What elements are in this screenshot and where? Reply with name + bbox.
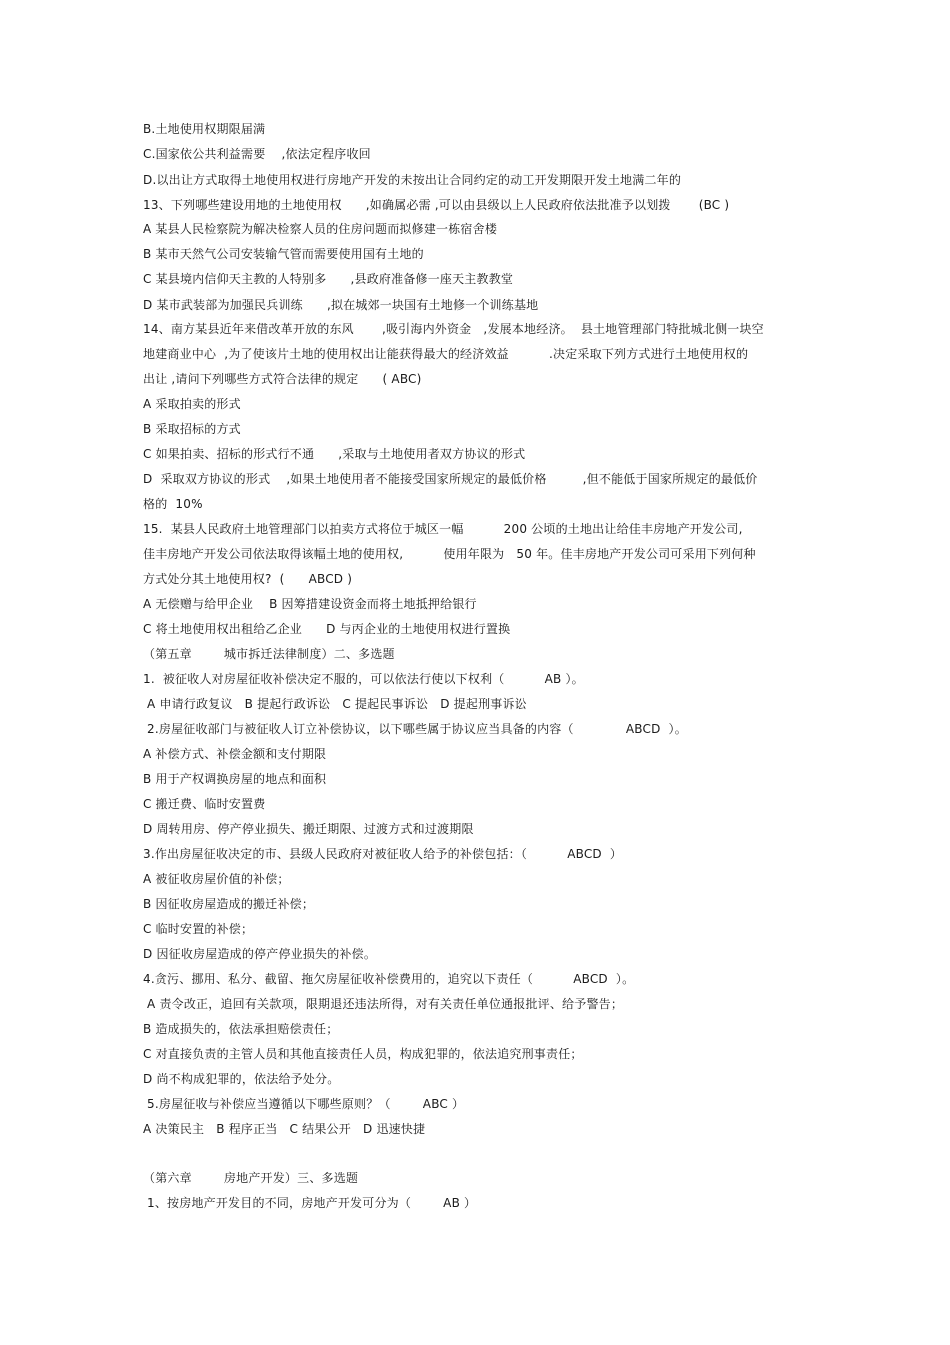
text-line: B.土地使用权期限届满: [143, 122, 266, 136]
text-line: C 如果拍卖、招标的形式行不通 ,采取与土地使用者双方协议的形式: [143, 447, 526, 461]
text-line: A 被征收房屋价值的补偿；: [143, 872, 290, 886]
text-line: D 周转用房、停产停业损失、搬迁期限、过渡方式和过渡期限: [143, 822, 474, 836]
text-line: D 采取双方协议的形式 ,如果土地使用者不能接受国家所规定的最低价格 ,但不能低于国家所规定的最低价: [143, 472, 758, 486]
text-line: 1. 被征收人对房屋征收补偿决定不服的，可以依法行使以下权利（ AB ）。: [143, 672, 584, 686]
text-line: B 采取招标的方式: [143, 422, 241, 436]
text-line: A 某县人民检察院为解决检察人员的住房问题而拟修建一栋宿舍楼: [143, 222, 498, 236]
text-line: B 造成损失的，依法承担赔偿责任；: [143, 1022, 339, 1036]
text-line: A 采取拍卖的形式: [143, 397, 241, 411]
text-line: D 某市武装部为加强民兵训练 ,拟在城郊一块国有土地修一个训练基地: [143, 298, 539, 312]
text-line: 13、下列哪些建设用地的土地使用权 ,如确属必需 ,可以由县级以上人民政府依法批准予以划拨 (BC ): [143, 198, 730, 212]
text-line: B 用于产权调换房屋的地点和面积: [143, 772, 327, 786]
text-line: C 搬迁费、临时安置费: [143, 797, 266, 811]
text-line: 方式处分其土地使用权? ( ABCD ): [143, 572, 353, 586]
text-line: 出让 ,请问下列哪些方式符合法律的规定 ( ABC): [143, 372, 422, 386]
text-line: 15. 某县人民政府土地管理部门以拍卖方式将位于城区一幅 200 公顷的土地出让给佳丰房地产开发公司,: [143, 522, 743, 536]
text-line: A 申请行政复议 B 提起行政诉讼 C 提起民事诉讼 D 提起刑事诉讼: [143, 697, 527, 711]
text-line: C 临时安置的补偿；: [143, 922, 254, 936]
text-line: 1、按房地产开发目的不同，房地产开发可分为（ AB ）: [143, 1196, 477, 1210]
text-line: 3.作出房屋征收决定的市、县级人民政府对被征收人给予的补偿包括：（ ABCD ）: [143, 847, 623, 861]
text-line: 14、南方某县近年来借改革开放的东风 ,吸引海内外资金 ,发展本地经济。 县土地管理部门特批城北侧一块空: [143, 322, 764, 336]
text-line: D 尚不构成犯罪的，依法给予处分。: [143, 1072, 340, 1086]
text-line: B 因征收房屋造成的搬迁补偿；: [143, 897, 315, 911]
text-line: C 某县境内信仰天主教的人特别多 ,县政府准备修一座天主教教堂: [143, 272, 514, 286]
text-line: 佳丰房地产开发公司依法取得该幅土地的使用权, 使用年限为 50 年。佳丰房地产开发公司可采用下列何种: [143, 547, 756, 561]
text-line: 2.房屋征收部门与被征收人订立补偿协议，以下哪些属于协议应当具备的内容（ ABCD ）。: [143, 722, 687, 736]
text-line: B 某市天然气公司安装输气管而需要使用国有土地的: [143, 247, 424, 261]
text-line: 格的 10%: [143, 497, 203, 511]
text-line: D 因征收房屋造成的停产停业损失的补偿。: [143, 947, 377, 961]
text-line: A 责令改正，追回有关款项，限期退还违法所得，对有关责任单位通报批评、给予警告；: [143, 997, 624, 1011]
text-line: C.国家依公共利益需要 ,依法定程序收回: [143, 147, 371, 161]
text-line: A 无偿赠与给甲企业 B 因筹措建设资金而将土地抵押给银行: [143, 597, 477, 611]
text-line: C 对直接负责的主管人员和其他直接责任人员，构成犯罪的，依法追究刑事责任；: [143, 1047, 583, 1061]
section-heading: （第六章 房地产开发）三、多选题: [143, 1171, 359, 1185]
text-line: C 将土地使用权出租给乙企业 D 与丙企业的土地使用权进行置换: [143, 622, 511, 636]
section-heading: （第五章 城市拆迁法律制度）二、多选题: [143, 647, 395, 661]
text-line: A 补偿方式、补偿金额和支付期限: [143, 747, 327, 761]
text-line: 5.房屋征收与补偿应当遵循以下哪些原则？（ ABC ）: [143, 1097, 465, 1111]
text-line: 地建商业中心 ,为了使该片土地的使用权出让能获得最大的经济效益 .决定采取下列方式进行土地使用权的: [143, 347, 749, 361]
text-line: D.以出让方式取得土地使用权进行房地产开发的未按出让合同约定的动工开发期限开发土地满二年的: [143, 173, 682, 187]
text-line: 4.贪污、挪用、私分、截留、拖欠房屋征收补偿费用的，追究以下责任（ ABCD ）。: [143, 972, 635, 986]
text-line: A 决策民主 B 程序正当 C 结果公开 D 迅速快捷: [143, 1122, 426, 1136]
